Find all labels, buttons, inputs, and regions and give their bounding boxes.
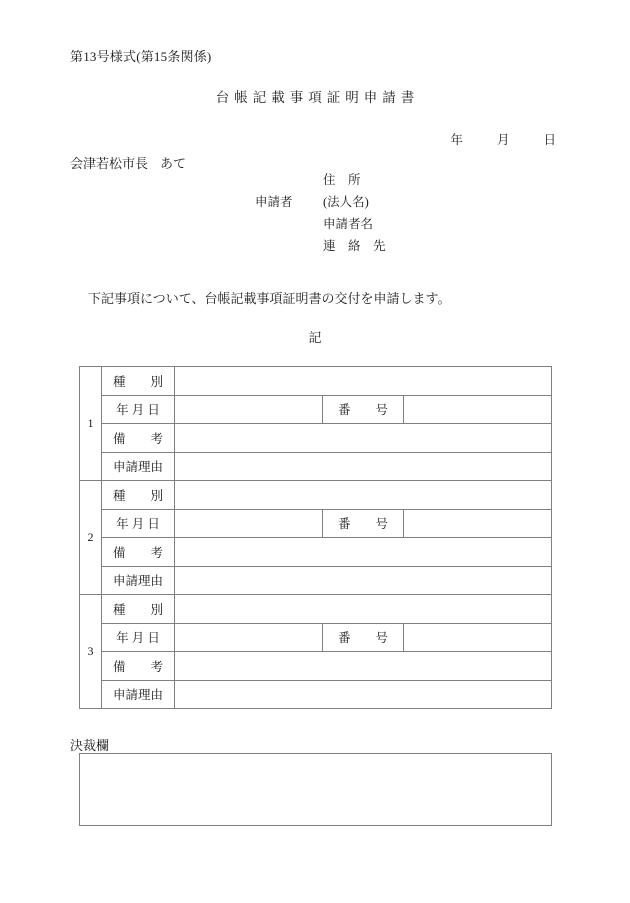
label-reason: 申請理由 <box>102 680 175 709</box>
applicant-name-row <box>255 213 386 235</box>
field-type-2[interactable] <box>175 481 552 510</box>
table-row <box>80 623 552 652</box>
label-reason: 申請理由 <box>102 452 175 481</box>
field-type-1[interactable] <box>175 367 552 396</box>
field-number-1[interactable] <box>404 395 552 424</box>
field-date-1[interactable] <box>175 395 323 424</box>
field-number-3[interactable] <box>404 623 552 652</box>
label-date: 年 月 日 <box>102 395 175 424</box>
table-row <box>80 509 552 538</box>
table-row <box>80 680 552 709</box>
field-date-3[interactable] <box>175 623 323 652</box>
label-remarks: 備 考 <box>102 652 175 681</box>
label-number: 番 号 <box>323 623 404 652</box>
table-body <box>80 367 552 709</box>
table-row <box>80 395 552 424</box>
date-line <box>0 130 556 148</box>
page-title: 台帳記載事項証明申請書 <box>215 90 420 105</box>
label-remarks: 備 考 <box>102 538 175 567</box>
approval-box[interactable] <box>79 753 552 826</box>
date-day-label: 日 <box>543 133 556 147</box>
applicant-address-label: 住 所 <box>323 173 361 187</box>
applicant-corporate-name-label: (法人名) <box>323 195 369 209</box>
applicant-corporate-row <box>255 191 386 213</box>
label-number: 番 号 <box>323 509 404 538</box>
group-number: 3 <box>80 595 102 709</box>
applicant-contact-label: 連 絡 先 <box>323 239 386 253</box>
label-reason: 申請理由 <box>102 566 175 595</box>
date-month-label: 月 <box>496 133 510 147</box>
table-row <box>80 367 552 396</box>
application-items-table <box>79 366 552 709</box>
applicant-group-label: 申請者 <box>255 195 293 209</box>
addressee <box>70 153 186 172</box>
approval-section-label: 決裁欄 <box>70 738 110 753</box>
table-row <box>80 566 552 595</box>
table-row <box>80 652 552 681</box>
addressee-suffix: あて <box>160 156 187 171</box>
applicant-name-label: 申請者名 <box>323 217 374 231</box>
table-row <box>80 481 552 510</box>
label-number: 番 号 <box>323 395 404 424</box>
table-row <box>80 538 552 567</box>
label-date: 年 月 日 <box>102 623 175 652</box>
addressee-name: 会津若松市長 <box>70 156 149 171</box>
label-type: 種 別 <box>102 481 175 510</box>
field-number-2[interactable] <box>404 509 552 538</box>
ki-mark: 記 <box>308 330 322 345</box>
table-row <box>80 424 552 453</box>
field-reason-2[interactable] <box>175 566 552 595</box>
label-remarks: 備 考 <box>102 424 175 453</box>
field-remarks-1[interactable] <box>175 424 552 453</box>
date-year-label: 年 <box>450 133 463 147</box>
label-type: 種 別 <box>102 367 175 396</box>
statement-text: 下記事項について、台帳記載事項証明書の交付を申請します。 <box>88 291 451 306</box>
table-row <box>80 452 552 481</box>
field-remarks-2[interactable] <box>175 538 552 567</box>
applicant-contact-row <box>255 235 386 257</box>
applicant-block <box>255 169 386 257</box>
group-number: 2 <box>80 481 102 595</box>
group-number: 1 <box>80 367 102 481</box>
applicant-address-row <box>255 169 386 191</box>
field-date-2[interactable] <box>175 509 323 538</box>
field-reason-3[interactable] <box>175 680 552 709</box>
field-remarks-3[interactable] <box>175 652 552 681</box>
field-reason-1[interactable] <box>175 452 552 481</box>
label-date: 年 月 日 <box>102 509 175 538</box>
table-row <box>80 595 552 624</box>
form-number: 第13号様式(第15条関係) <box>70 49 212 64</box>
label-type: 種 別 <box>102 595 175 624</box>
field-type-3[interactable] <box>175 595 552 624</box>
